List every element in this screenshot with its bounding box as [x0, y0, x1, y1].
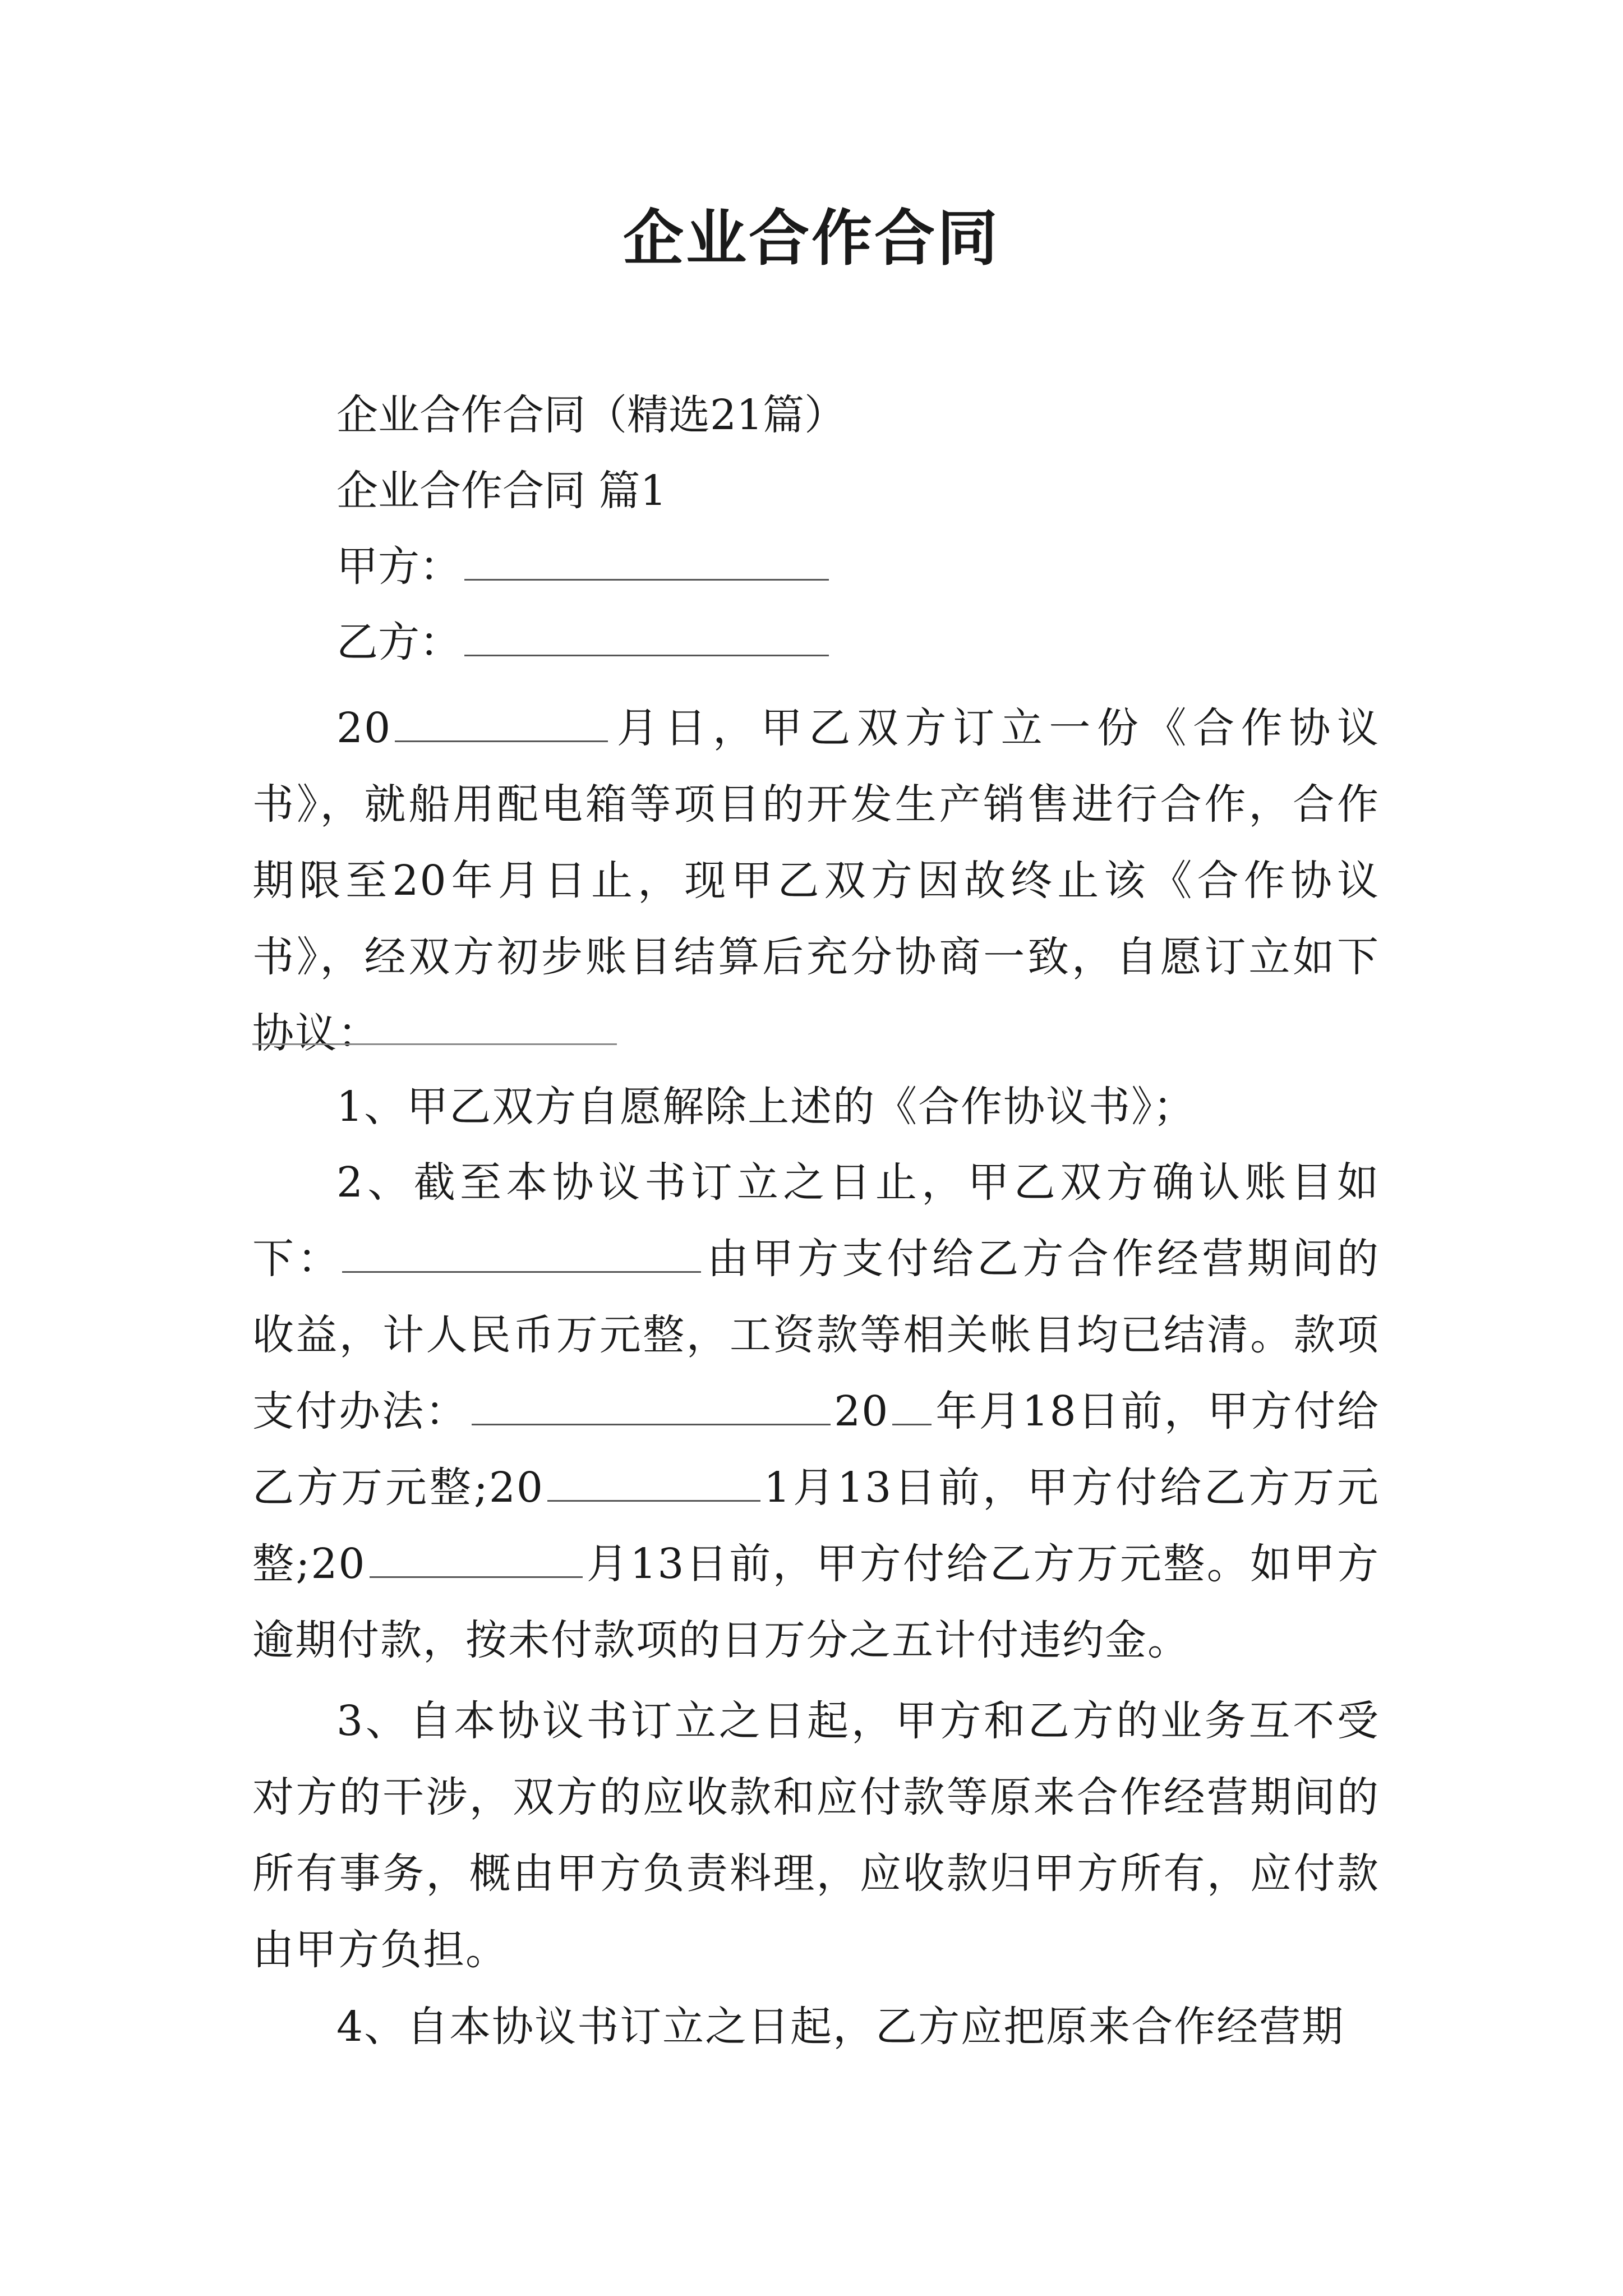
intro-text: 月日，甲乙双方订立一份《合作协议书》，就船用配电箱等项目的开发生产销售进行合作，合作期限至20年月日止，现甲乙双方因故终止该《合作协议书》，经双方初步账目结算后充分协商一致，自愿订立如下协议：: [252, 704, 1380, 1057]
intro-prefix: 20: [336, 704, 392, 752]
clause-3: 3、自本协议书订立之日起，甲方和乙方的业务互不受对方的干涉，双方的应收款和应付款等原来合作经营期间的所有事务，概由甲方负责料理，应收款归甲方所有，应付款由甲方负担。: [252, 1697, 1380, 1974]
clause-2-blank-1: [342, 1266, 701, 1273]
clause-2-first: 2、截至本协议书订立之日止，甲乙双方确认账目如下：: [252, 1158, 1380, 1283]
intro-paragraph: [252, 690, 1380, 1071]
document-title: 企业合作合同: [623, 203, 1000, 274]
party-b-line: [336, 614, 832, 670]
clause-2-after-blank: 由甲方支付给乙方合作经营期间的收益，计人民币万元整，工资款等相关帐目均已结清。款项支付办法：: [252, 1235, 1380, 1435]
party-b-blank: [464, 649, 829, 656]
party-a-label: 甲方：: [336, 542, 461, 591]
clause-2-blank-5: [370, 1571, 583, 1578]
clause-4: 4、自本协议书订立之日起，乙方应把原来合作经营期: [336, 2003, 1345, 2051]
party-a-line: [336, 539, 832, 595]
clause-2-p3: 年月18日前，甲方付给乙方万元整;20: [252, 1387, 1380, 1512]
clause-2: [252, 1144, 1380, 1678]
clause-2-blank-3: [892, 1418, 932, 1425]
clause-1: 1、甲乙双方自愿解除上述的《合作协议书》；: [336, 1083, 1196, 1131]
clause-2-p5: 月13日前，甲方付给乙方万元整。如甲方逾期付款，按未付款项的日万分之五计付违约金。: [252, 1540, 1380, 1664]
party-a-blank: [464, 573, 829, 581]
party-b-label: 乙方：: [336, 618, 461, 666]
clause-2-blank-2: [472, 1418, 831, 1425]
clause-2-p4: 1月13日前，甲方付给乙方万元整;20: [252, 1464, 1380, 1588]
clause-2-p2: 20: [834, 1387, 889, 1435]
section-heading: 企业合作合同 篇1: [336, 467, 667, 515]
separator-line: [252, 1043, 617, 1045]
document-subtitle: 企业合作合同（精选21篇）: [336, 391, 846, 439]
intro-blank: [395, 735, 608, 742]
clause-2-blank-4: [547, 1494, 760, 1502]
